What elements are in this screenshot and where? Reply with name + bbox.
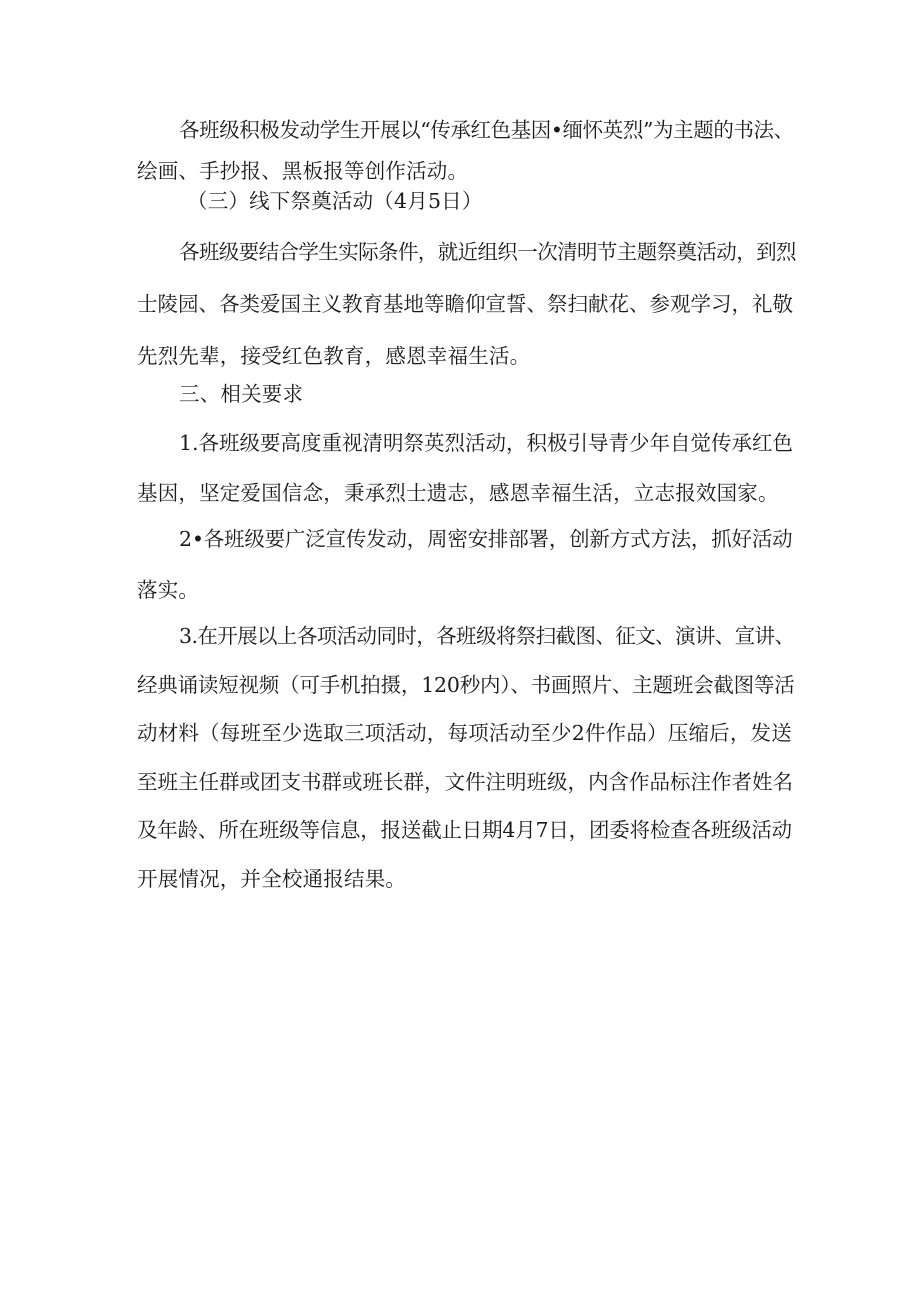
paragraph-line: 经典诵读短视频（可手机拍摄，120秒内）、书画照片、主题班会截图等活 xyxy=(137,672,795,697)
paragraph-line: 3.在开展以上各项活动同时，各班级将祭扫截图、征文、演讲、宣讲、 xyxy=(179,624,795,648)
paragraph-line: 三、相关要求 xyxy=(179,382,304,406)
paragraph-line: 先烈先辈，接受红色教育，感恩幸福生活。 xyxy=(137,344,531,368)
paragraph-memorial-activity xyxy=(137,226,797,382)
section-heading-requirements xyxy=(137,371,797,418)
paragraph-line: 基因，坚定爱国信念，秉承烈士遗志，感恩幸福生活，立志报效国家。 xyxy=(137,481,779,505)
paragraph-line: 士陵园、各类爱国主义教育基地等瞻仰宣誓、祭扫献花、参观学习，礼敬 xyxy=(137,292,793,316)
paragraph-line: 及年龄、所在班级等信息，报送截止日期4月7日，团委将检查各班级活动 xyxy=(137,818,792,842)
paragraph-line: （三）线下祭奠活动（4月5日） xyxy=(187,189,483,213)
paragraph-line: 各班级积极发动学生开展以“传承红色基因•缅怀英烈”为主题的书法、 xyxy=(179,118,794,142)
paragraph-line: 各班级要结合学生实际条件，就近组织一次清明节主题祭奠活动，到烈 xyxy=(179,240,796,264)
paragraph-line: 至班主任群或团支书群或班长群，文件注明班级，内含作品标注作者姓名 xyxy=(137,769,793,794)
paragraph-line: 开展情况，并全校通报结果。 xyxy=(137,866,407,891)
requirement-item-1 xyxy=(137,418,797,518)
paragraph-line: 动材料（每班至少选取三项活动，每项活动至少2件作品）压缩后，发送 xyxy=(137,721,792,745)
paragraph-line: 2•各班级要广泛宣传发动，周密安排部署，创新方式方法，抓好活动 xyxy=(179,527,793,551)
paragraph-line: 绘画、手抄报、黑板报等创作活动。 xyxy=(137,159,469,183)
requirement-item-3 xyxy=(137,612,797,903)
paragraph-line: 1.各班级要高度重视清明祭英烈活动，积极引导青少年自觉传承红色 xyxy=(179,431,794,455)
paragraph-line: 落实。 xyxy=(137,578,200,602)
section-heading-offline-memorial xyxy=(137,178,797,225)
requirement-item-2 xyxy=(137,514,797,616)
